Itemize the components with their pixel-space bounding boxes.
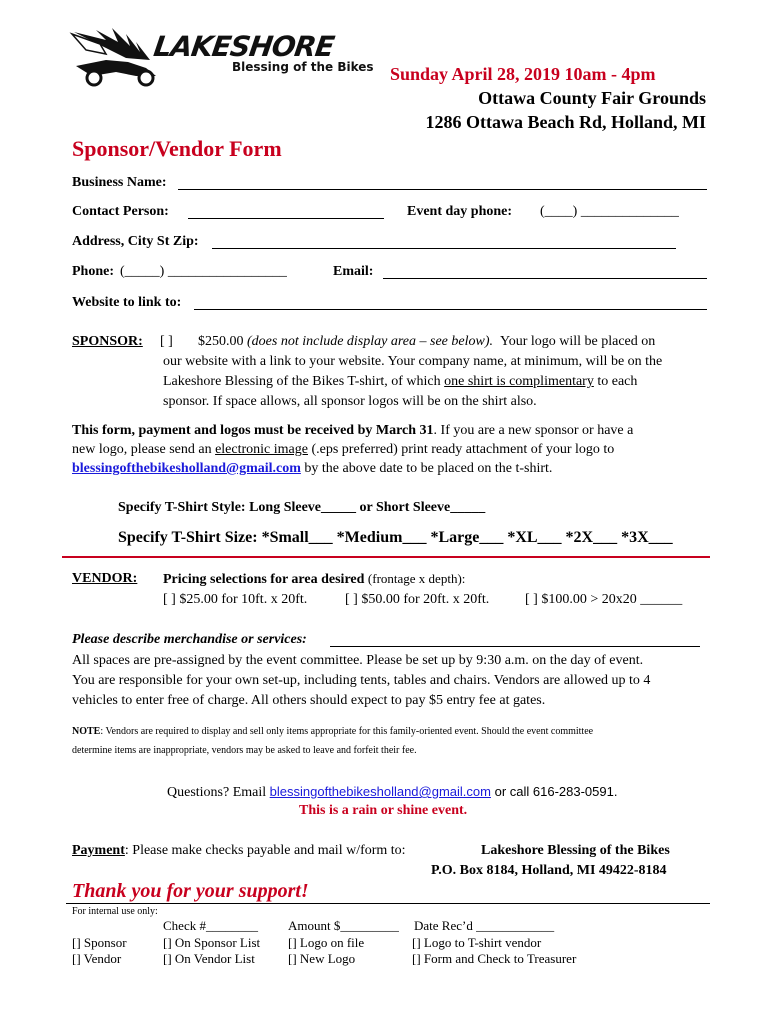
questions-line: Questions? Email blessingofthebikesholland@gmail.com or call 616-283-0591. [167, 784, 618, 800]
merch-label: Please describe merchandise or services: [72, 632, 307, 647]
sponsor-checkbox[interactable]: [ ] [160, 334, 173, 349]
email-label: Email: [333, 264, 374, 279]
section-divider [62, 556, 710, 558]
vendor-note-line-1: NOTE: Vendors are required to display and sell only items appropriate for this family-oriented event. Should the event committee [72, 726, 594, 737]
internal-amount[interactable]: Amount $_________ [288, 918, 399, 933]
sponsor-line-4: sponsor. If space allows, all sponsor logos will be on the shirt also. [163, 394, 537, 409]
logo-tagline: Blessing of the Bikes [232, 60, 374, 74]
internal-form-to-treasurer[interactable]: [] Form and Check to Treasurer [412, 951, 577, 966]
contact-person-label: Contact Person: [72, 204, 169, 219]
internal-check-number[interactable]: Check #________ [163, 918, 258, 933]
vendor-option-10x20[interactable]: [ ] $25.00 for 10ft. x 20ft. [163, 592, 308, 607]
thank-you: Thank you for your support! [72, 880, 309, 902]
payee-name: Lakeshore Blessing of the Bikes [481, 843, 670, 858]
internal-logo-on-file[interactable]: [] Logo on file [288, 935, 365, 950]
internal-on-sponsor-list[interactable]: [] On Sponsor List [163, 935, 261, 950]
email-field[interactable] [383, 278, 707, 279]
vendor-option-over-20x20[interactable]: [ ] $100.00 > 20x20 ______ [525, 592, 683, 607]
form-title: Sponsor/Vendor Form [72, 136, 282, 161]
deadline-line-3: blessingofthebikesholland@gmail.com by the above date to be placed on the t-shirt. [72, 461, 553, 476]
internal-on-vendor-list[interactable]: [] On Vendor List [163, 951, 255, 966]
event-date-time: Sunday April 28, 2019 10am - 4pm [390, 64, 656, 84]
tshirt-size[interactable]: Specify T-Shirt Size: *Small___ *Medium___ *Large___ *XL___ *2X___ *3X___ [118, 529, 673, 546]
sponsor-line-1: $250.00 (does not include display area – see below). Your logo will be placed on [198, 334, 656, 349]
internal-logo-to-vendor[interactable]: [] Logo to T-shirt vendor [412, 935, 542, 950]
vendor-pricing-title: Pricing selections for area desired (frontage x depth): [163, 571, 466, 587]
website-label: Website to link to: [72, 295, 182, 310]
event-day-phone-label: Event day phone: [407, 204, 513, 219]
sponsor-label: SPONSOR: [72, 334, 143, 349]
address-label: Address, City St Zip: [72, 234, 199, 249]
questions-email-link[interactable]: blessingofthebikesholland@gmail.com [269, 784, 491, 799]
deadline-line-2: new logo, please send an electronic image (.eps preferred) print ready attachment of your logo to [72, 442, 615, 457]
phone-field[interactable]: (_____) _________________ [120, 264, 287, 279]
internal-sponsor-check[interactable]: [] Sponsor [72, 935, 127, 950]
payment-instructions: Payment: Please make checks payable and mail w/form to: [72, 843, 406, 858]
vendor-label: VENDOR: [72, 571, 138, 586]
address-field[interactable] [212, 248, 676, 249]
internal-vendor-check[interactable]: [] Vendor [72, 951, 122, 966]
internal-use-label: For internal use only: [72, 906, 158, 917]
internal-new-logo[interactable]: [] New Logo [288, 951, 356, 966]
business-name-label: Business Name: [72, 175, 167, 190]
motorcycle-wing-icon [66, 20, 166, 88]
sponsor-line-3: Lakeshore Blessing of the Bikes T-shirt, of which one shirt is complimentary to each [163, 374, 638, 389]
merch-field[interactable] [330, 646, 700, 647]
business-name-field[interactable] [178, 189, 707, 190]
phone-label: Phone: [72, 264, 114, 279]
payee-address: P.O. Box 8184, Holland, MI 49422-8184 [431, 863, 667, 878]
event-address: 1286 Ottawa Beach Rd, Holland, MI [425, 112, 706, 132]
tshirt-style[interactable]: Specify T-Shirt Style: Long Sleeve_____ or Short Sleeve_____ [118, 500, 486, 515]
event-logo [66, 20, 374, 88]
deadline-line-1: This form, payment and logos must be received by March 31. If you are a new sponsor or have a [72, 423, 634, 438]
merch-line-3: vehicles to enter free of charge. All others should expect to pay $5 entry fee at gates. [72, 693, 546, 708]
event-venue: Ottawa County Fair Grounds [478, 88, 706, 108]
logo-brand: LAKESHORE [151, 30, 336, 63]
website-field[interactable] [194, 309, 707, 310]
internal-divider [66, 903, 710, 904]
merch-line-2: You are responsible for your own set-up, including tents, tables and chairs. Vendors are allowed up to 4 [72, 673, 651, 688]
internal-date-received[interactable]: Date Rec’d ____________ [414, 918, 555, 933]
event-day-phone-field[interactable]: (____) ______________ [540, 204, 679, 219]
contact-person-field[interactable] [188, 218, 384, 219]
merch-line-1: All spaces are pre-assigned by the event committee. Please be set up by 9:30 a.m. on the day of event. [72, 653, 644, 668]
vendor-note-line-2: determine items are inappropriate, vendors may be asked to leave and forfeit their fee. [72, 745, 417, 756]
vendor-option-20x20[interactable]: [ ] $50.00 for 20ft. x 20ft. [345, 592, 490, 607]
sponsor-line-2: our website with a link to your website. Your company name, at minimum, will be on the [163, 354, 663, 369]
rain-or-shine: This is a rain or shine event. [299, 803, 468, 818]
sponsor-email-link[interactable]: blessingofthebikesholland@gmail.com [72, 461, 301, 476]
